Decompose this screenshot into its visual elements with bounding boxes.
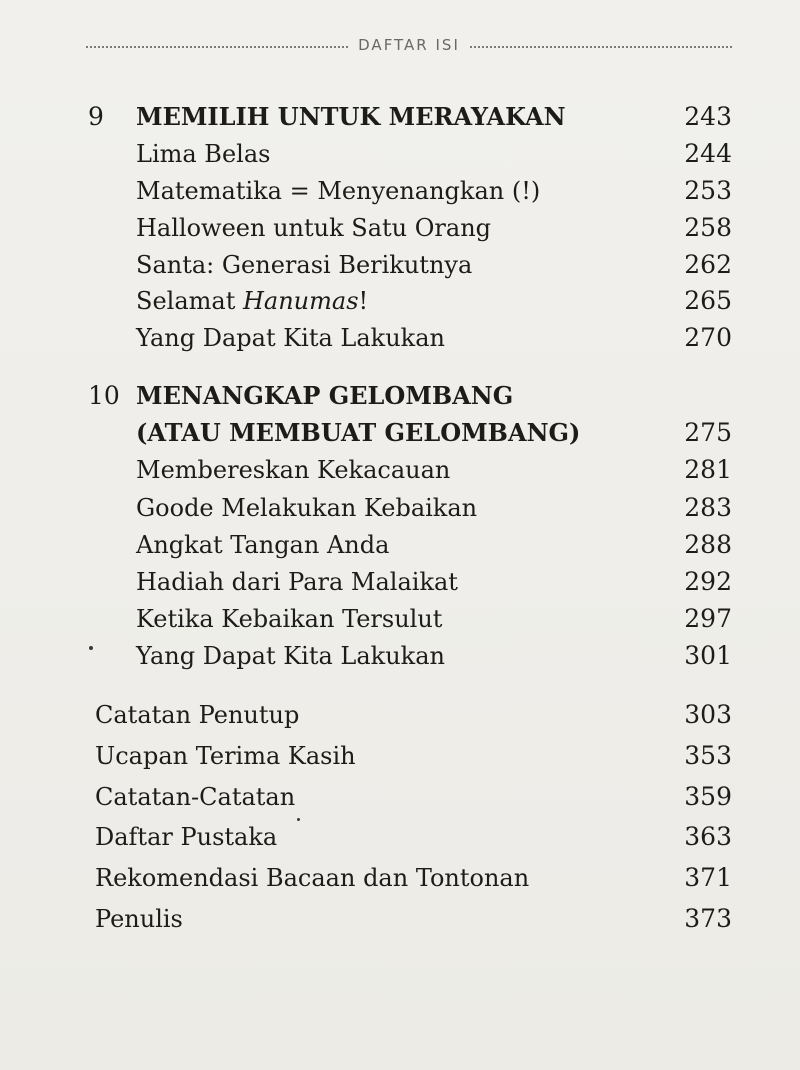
- chapter-title-line-1: MENANGKAP GELOMBANG: [136, 381, 514, 410]
- section-title-prefix: Selamat: [136, 287, 243, 315]
- back-matter-title: Penulis: [95, 905, 183, 933]
- chapter-number: 9: [88, 102, 104, 131]
- running-header-title: DAFTAR ISI: [358, 36, 460, 54]
- back-matter-title: Daftar Pustaka: [95, 823, 278, 851]
- section-page-number: 297: [684, 604, 732, 633]
- section-page-number: 288: [684, 530, 732, 559]
- section-page-number: 262: [684, 250, 732, 279]
- section-page-number: 292: [684, 567, 732, 596]
- section-page-number: 265: [684, 286, 732, 315]
- ink-speck: [89, 646, 93, 650]
- section-title: Ketika Kebaikan Tersulut: [136, 605, 443, 633]
- section-title: Halloween untuk Satu Orang: [136, 214, 492, 242]
- back-matter-title: Ucapan Terima Kasih: [95, 742, 356, 770]
- section-title: Yang Dapat Kita Lakukan: [136, 324, 445, 352]
- ink-speck: [297, 818, 300, 821]
- section-title: Matematika = Menyenangkan (!): [136, 177, 541, 205]
- back-matter-page-number: 363: [684, 822, 732, 851]
- toc-section[interactable]: [0, 283, 800, 319]
- chapter-page-number: 275: [684, 418, 732, 447]
- chapter-title-line-2: (ATAU MEMBUAT GELOMBANG): [136, 418, 581, 447]
- section-title-suffix: !: [358, 287, 369, 315]
- section-page-number: 270: [684, 323, 732, 352]
- toc-section[interactable]: [0, 173, 800, 209]
- chapter-page-number: 243: [684, 102, 732, 131]
- section-title: [136, 283, 368, 319]
- back-matter-page-number: 303: [684, 700, 732, 729]
- toc-section[interactable]: [0, 564, 800, 600]
- toc-back-matter-item[interactable]: [0, 779, 800, 815]
- toc-chapter-10-continued[interactable]: [0, 415, 800, 451]
- back-matter-title: Rekomendasi Bacaan dan Tontonan: [95, 864, 530, 892]
- toc-section[interactable]: [0, 638, 800, 674]
- chapter-title: MEMILIH UNTUK MERAYAKAN: [136, 102, 566, 131]
- toc-back-matter-item[interactable]: [0, 819, 800, 855]
- section-title: Angkat Tangan Anda: [136, 531, 390, 559]
- toc-section[interactable]: [0, 527, 800, 563]
- section-page-number: 281: [684, 455, 732, 484]
- toc-back-matter-item[interactable]: [0, 860, 800, 896]
- toc-section[interactable]: [0, 210, 800, 246]
- chapter-number: 10: [88, 381, 120, 410]
- toc-section[interactable]: [0, 452, 800, 488]
- section-title-italic: Hanumas: [242, 287, 359, 315]
- toc-section[interactable]: [0, 490, 800, 526]
- toc-section[interactable]: [0, 136, 800, 172]
- section-title: Hadiah dari Para Malaikat: [136, 568, 458, 596]
- section-page-number: 244: [684, 139, 732, 168]
- toc-section[interactable]: [0, 320, 800, 356]
- toc-section[interactable]: [0, 247, 800, 283]
- section-title: Santa: Generasi Berikutnya: [136, 251, 473, 279]
- section-page-number: 258: [684, 213, 732, 242]
- toc-section[interactable]: [0, 601, 800, 637]
- section-title: Yang Dapat Kita Lakukan: [136, 642, 445, 670]
- section-title: Goode Melakukan Kebaikan: [136, 494, 478, 522]
- section-page-number: 301: [684, 641, 732, 670]
- back-matter-page-number: 353: [684, 741, 732, 770]
- back-matter-page-number: 373: [684, 904, 732, 933]
- section-page-number: 253: [684, 176, 732, 205]
- back-matter-page-number: 359: [684, 782, 732, 811]
- section-page-number: 283: [684, 493, 732, 522]
- toc-back-matter-item[interactable]: [0, 697, 800, 733]
- toc-back-matter-item[interactable]: [0, 738, 800, 774]
- back-matter-page-number: 371: [684, 863, 732, 892]
- toc-chapter-9[interactable]: [0, 99, 800, 135]
- toc-chapter-10[interactable]: [0, 378, 800, 414]
- section-title: Lima Belas: [136, 140, 271, 168]
- back-matter-title: Catatan Penutup: [95, 701, 300, 729]
- section-title: Membereskan Kekacauan: [136, 456, 451, 484]
- toc-back-matter-item[interactable]: [0, 901, 800, 937]
- back-matter-title: Catatan-Catatan: [95, 783, 296, 811]
